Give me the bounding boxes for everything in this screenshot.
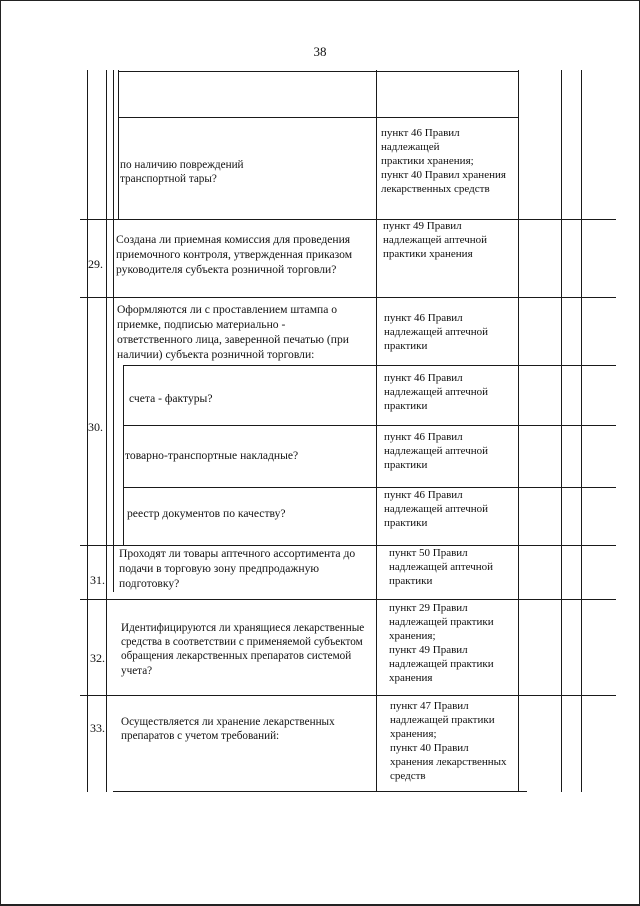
row-question: реестр документов по качеству? — [127, 507, 286, 520]
table-line — [561, 70, 562, 792]
row-question: товарно-транспортные накладные? — [125, 449, 299, 462]
table-line — [123, 487, 616, 488]
row-reference: пункт 47 Правил надлежащей практики хранения; пункт 40 Правил хранения лекарственных средств — [390, 700, 507, 782]
table-line — [581, 70, 582, 792]
row-question: Оформляются ли с проставлением штампа о приемке, подписью материально - ответственного лица, заверенной печатью (при наличии) субъекта розничной торговли: — [117, 303, 349, 361]
row-number: 30. — [88, 420, 103, 434]
row-question: по наличию повреждений транспортной тары? — [120, 159, 244, 186]
row-number: 29. — [88, 257, 103, 271]
table-line — [118, 71, 518, 72]
table-line — [113, 791, 527, 792]
row-question: Идентифицируются ли хранящиеся лекарственные средства в соответствии с применяемой субъектом обращения лекарственных препаратов системой учета? — [121, 622, 365, 677]
table-line — [118, 117, 518, 118]
table-line — [80, 219, 616, 220]
table-line — [80, 297, 616, 298]
row-reference: пункт 50 Правил надлежащей аптечной практики — [389, 547, 494, 587]
row-reference: пункт 46 Правил надлежащей аптечной практики — [384, 312, 489, 352]
table-line — [518, 70, 519, 792]
row-number: 31. — [90, 573, 105, 587]
table-line — [118, 70, 119, 220]
table-line — [80, 599, 616, 600]
row-question: Создана ли приемная комиссия для проведения приемочного контроля, утвержденная приказом руководителя субъекта розничной торговли? — [116, 233, 353, 276]
row-question: Осуществляется ли хранение лекарственных препаратов с учетом требований: — [121, 716, 335, 743]
row-reference: пункт 46 Правил надлежащей аптечной практики — [384, 489, 489, 529]
row-reference: пункт 46 Правил надлежащей практики хранения; пункт 40 Правил хранения лекарственных средств — [381, 127, 506, 195]
table-line — [106, 70, 107, 792]
table-line — [123, 365, 616, 366]
row-reference: пункт 49 Правил надлежащей аптечной практики хранения — [383, 220, 488, 260]
row-number: 32. — [90, 651, 105, 665]
row-reference: пункт 29 Правил надлежащей практики хранения; пункт 49 Правил надлежащей практики хранения — [389, 602, 494, 684]
table-line — [376, 70, 377, 792]
table-line — [123, 365, 124, 545]
table-line — [80, 695, 616, 696]
row-question: Проходят ли товары аптечного ассортимента до подачи в торговую зону предпродажную подготовку? — [119, 547, 356, 590]
table-line — [123, 425, 616, 426]
table-line — [113, 70, 114, 592]
row-reference: пункт 46 Правил надлежащей аптечной практики — [384, 372, 489, 412]
row-reference: пункт 46 Правил надлежащей аптечной практики — [384, 431, 489, 471]
row-question: счета - фактуры? — [129, 392, 213, 405]
page-number: 38 — [313, 44, 327, 59]
row-number: 33. — [90, 721, 105, 735]
